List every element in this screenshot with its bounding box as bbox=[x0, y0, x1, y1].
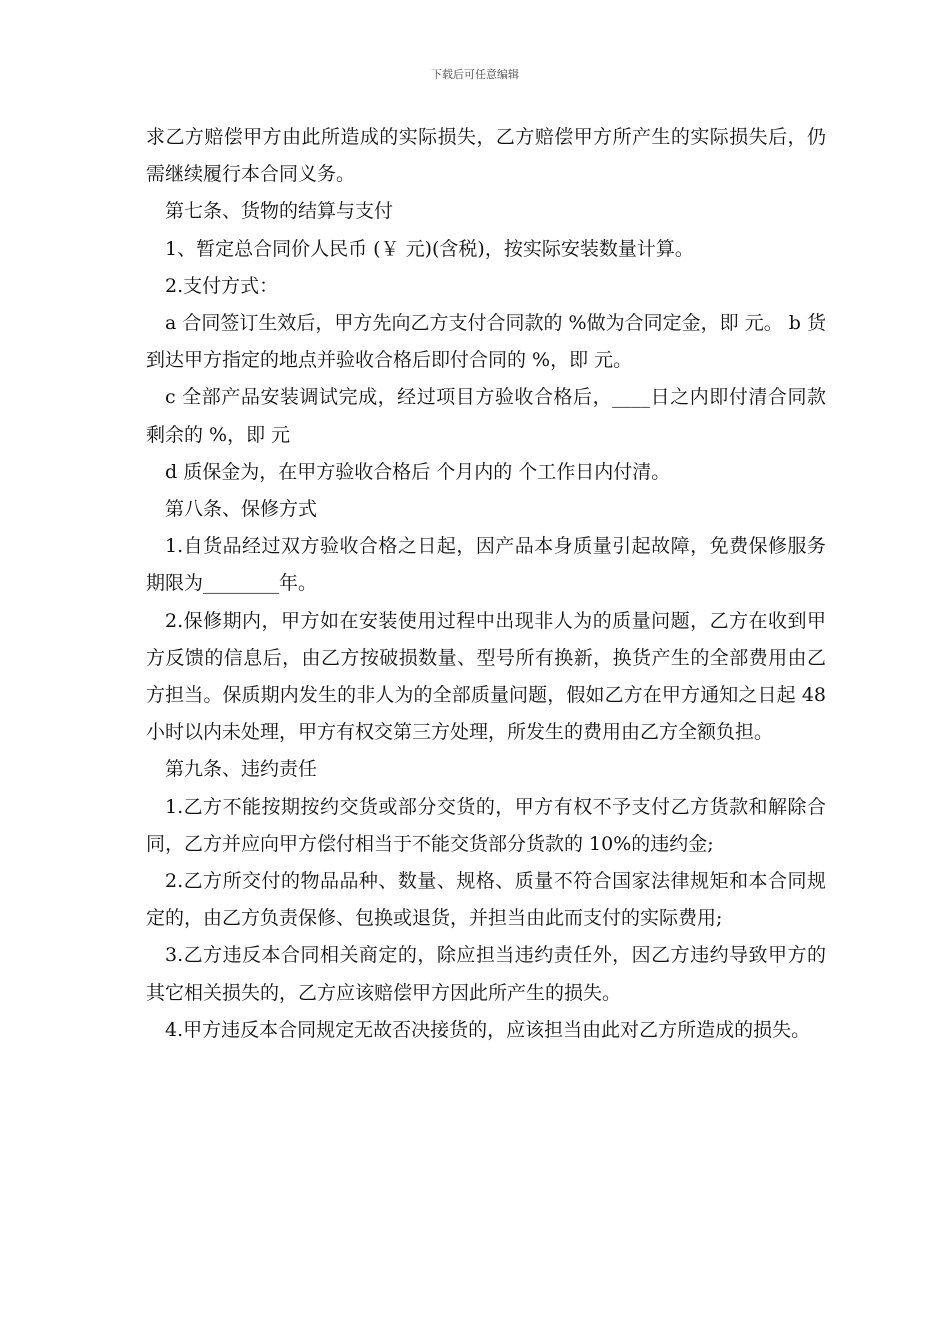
paragraph-7-2: 2.支付方式： bbox=[165, 274, 279, 297]
document-body bbox=[146, 119, 826, 1049]
section-heading-7: 第七条、货物的结算与支付 bbox=[165, 200, 394, 223]
paragraph-9-1: 1.乙方不能按期按约交货或部分交货的，甲方有权不予支付乙方货款和解除合同，乙方并应向甲方偿付相当于不能交货部分货款的 10%的违约金; bbox=[146, 795, 826, 855]
paragraph-7-2-a: a 合同签订生效后，甲方先向乙方支付合同款的 %做为合同定金，即 元。 b 货到达甲方指定的地点并验收合格后即付合同的 %，即 元。 bbox=[146, 312, 826, 372]
paragraph-8-1: 1.自货品经过双方验收合格之日起，因产品本身质量引起故障，免费保修服务期限为________年。 bbox=[146, 535, 826, 595]
paragraph-9-3: 3.乙方违反本合同相关商定的，除应担当违约责任外，因乙方违约导致甲方的其它相关损失的，乙方应该赔偿甲方因此所产生的损失。 bbox=[146, 944, 826, 1004]
paragraph-continuation: 求乙方赔偿甲方由此所造成的实际损失，乙方赔偿甲方所产生的实际损失后，仍需继续履行本合同义务。 bbox=[146, 126, 826, 186]
paragraph-9-2: 2.乙方所交付的物品品种、数量、规格、质量不符合国家法律规矩和本合同规定的，由乙方负责保修、包换或退货，并担当由此而支付的实际费用; bbox=[146, 870, 826, 930]
section-heading-8: 第八条、保修方式 bbox=[165, 498, 318, 521]
paragraph-7-2-d: d 质保金为，在甲方验收合格后 个月内的 个工作日内付清。 bbox=[165, 460, 671, 483]
paragraph-7-2-c: c 全部产品安装调试完成，经过项目方验收合格后，____日之内即付清合同款剩余的 %，即 元 bbox=[146, 386, 826, 446]
section-heading-9: 第九条、违约责任 bbox=[165, 758, 318, 781]
paragraph-8-2: 2.保修期内，甲方如在安装使用过程中出现非人为的质量问题，乙方在收到甲方反馈的信息后，由乙方按破损数量、型号所有换新，换货产生的全部费用由乙方担当。保质期内发生的非人为的全部质量问题，假如乙方在甲方通知之日起 48 小时以内未处理，甲方有权交第三方处理，所发生的费用由乙方全额负担。 bbox=[146, 609, 826, 744]
paragraph-7-1: 1、暂定总合同价人民币 (￥ 元)(含税)，按实际安装数量计算。 bbox=[165, 237, 694, 260]
page-header: 下载后可任意编辑 bbox=[431, 68, 519, 81]
paragraph-9-4: 4.甲方违反本合同规定无故否决接货的，应该担当由此对乙方所造成的损失。 bbox=[165, 1018, 811, 1041]
